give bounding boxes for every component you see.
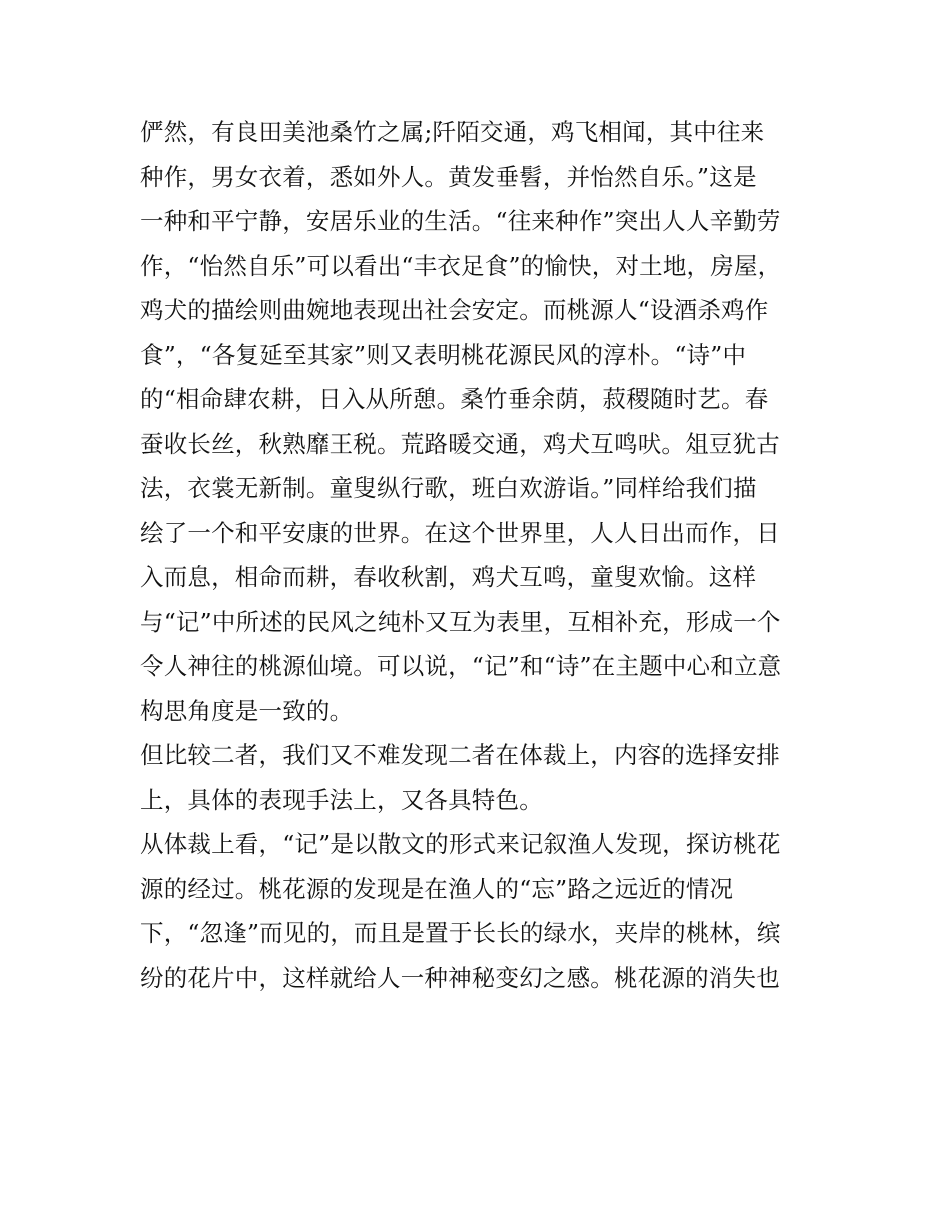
text-line: 构思角度是一致的。 [140,696,354,725]
text-line: 源的经过。桃花源的发现是在渔人的“忘”路之远近的情况 [140,874,734,903]
text-line: 一种和平宁静，安居乐业的生活。“往来种作”突出人人辛勤劳 [140,207,781,235]
text-line: 下，“忽逢”而见的，而且是置于长长的绿水，夹岸的桃林，缤 [140,919,781,947]
text-line: 绘了一个和平安康的世界。在这个世界里，人人日出而作，日 [140,518,780,547]
text-line: 鸡犬的描绘则曲婉地表现出社会安定。而桃源人“设酒杀鸡作 [140,296,769,324]
text-line: 种作，男女衣着，悉如外人。黄发垂髫，并怡然自乐。”这是 [140,162,757,191]
text-line: 但比较二者，我们又不难发现二者在体裁上，内容的选择安排 [140,741,780,769]
text-line: 令人神往的桃源仙境。可以说，“记”和“诗”在主题中心和立意 [140,652,782,680]
text-line: 的“相命肆农耕，日入从所憩。桑竹垂余荫，菽稷随时艺。春 [140,385,769,413]
text-line: 上，具体的表现手法上，又各具特色。 [140,785,543,814]
text-line: 蚕收长丝，秋熟靡王税。荒路暖交通，鸡犬互鸣吠。俎豆犹古 [140,429,780,458]
text-line: 俨然，有良田美池桑竹之属;阡陌交通，鸡飞相闻，其中往来 [140,118,765,146]
text-line: 纷的花片中，这样就给人一种神秘变幻之感。桃花源的消失也 [140,963,780,992]
text-line: 食”，“各复延至其家”则又表明桃花源民风的淳朴。“诗”中 [140,340,747,369]
text-line: 从体裁上看，“记”是以散文的形式来记叙渔人发现，探访桃花 [140,830,781,858]
text-line: 与“记”中所述的民风之纯朴又互为表里，互相补充，形成一个 [140,607,781,636]
text-line: 作，“怡然自乐”可以看出“丰衣足食”的愉快，对土地，房屋， [140,251,782,280]
text-line: 入而息，相命而耕，春收秋割，鸡犬互鸣，童叟欢愉。这样 [140,563,757,591]
body-text [140,110,820,1000]
text-line: 法，衣裳无新制。童叟纵行歌，班白欢游诣。”同样给我们描 [140,474,757,502]
